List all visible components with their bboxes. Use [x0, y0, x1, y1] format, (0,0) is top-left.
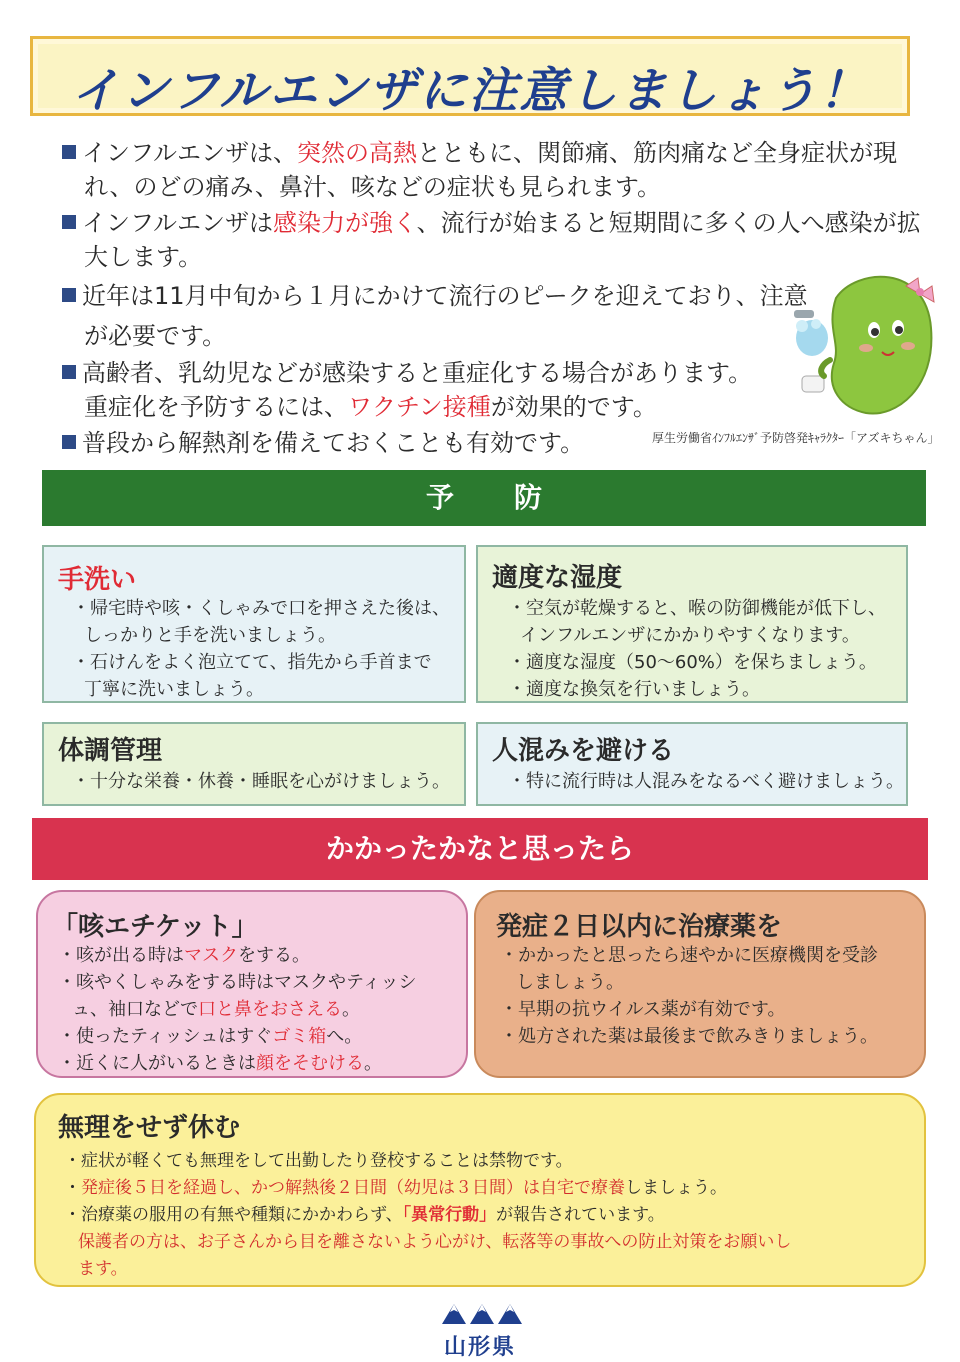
humidity-title: 適度な湿度 — [492, 563, 623, 593]
humidity-line: ・空気が乾燥すると、喉の防御機能が低下し、 — [508, 598, 886, 619]
intro-highlight: ワクチン接種 — [348, 393, 491, 421]
intro-text: 重症化を予防するには、 — [84, 393, 348, 421]
cough-text: をする。 — [238, 945, 310, 966]
cough-line — [58, 942, 310, 970]
cough-text: ・咳が出る時は — [58, 945, 184, 966]
rest-highlight: 「異常行動」 — [402, 1205, 497, 1225]
medicine-box — [474, 890, 926, 1078]
page-title: インフルエンザに注意しましょう！ — [70, 63, 870, 119]
humidity-box — [476, 545, 908, 703]
rest-text: ・治療薬の服用の有無や種類にかかわらず、 — [64, 1205, 403, 1225]
cough-line: ・咳やくしゃみをする時はマスクやティッシ — [58, 972, 417, 993]
bullet-square-icon — [62, 435, 76, 449]
intro-text: 普段から解熱剤を備えておくことも有効です。 — [82, 429, 585, 457]
cough-etiquette-box — [36, 890, 468, 1078]
crowd-title: 人混みを避ける — [492, 736, 675, 766]
cough-line — [58, 1050, 382, 1078]
intro-item-4 — [62, 356, 752, 424]
cough-text: 。 — [342, 999, 360, 1020]
section-bar-if-sick: かかったかなと思ったら — [32, 818, 928, 880]
rest-highlight: 発症後５日を経過し、かつ解熱後２日間（幼児は３日間）は自宅で療養 — [81, 1178, 625, 1198]
cough-highlight: 口と鼻をおさえる — [198, 999, 342, 1020]
intro-item-3 — [62, 276, 808, 356]
cough-highlight: マスク — [184, 945, 238, 966]
humidity-line: ・適度な換気を行いましょう。 — [508, 679, 760, 700]
intro-text: 大します。 — [84, 243, 203, 271]
rest-line: ・発症後５日を経過し、かつ解熱後２日間（幼児は３日間）は自宅で療養しましょう。 — [64, 1178, 727, 1198]
azuki-character-illustration — [786, 268, 946, 428]
cough-line — [58, 1023, 362, 1051]
medicine-title: 発症２日以内に治療薬を — [496, 912, 783, 942]
intro-text: 近年は11月中旬から１月にかけて流行のピークを迎えており、注意 — [82, 282, 808, 310]
rest-line: 保護者の方は、お子さんから目を離さないよう心がけ、転落等の事故への防止対策をお願いし — [78, 1232, 792, 1252]
cough-text: 。 — [364, 1053, 382, 1074]
intro-text: が効果的です。 — [490, 393, 657, 421]
prefecture-name: 山形県 — [443, 1335, 516, 1360]
handwash-box — [42, 545, 466, 703]
rest-box — [34, 1093, 926, 1287]
handwash-line: 丁寧に洗いましょう。 — [84, 679, 264, 700]
intro-highlight: 感染力が強く — [273, 209, 417, 237]
rest-line: ます。 — [78, 1259, 128, 1279]
cough-text: へ。 — [326, 1026, 363, 1047]
intro-text: 高齢者、乳幼児などが感染すると重症化する場合があります。 — [82, 359, 753, 387]
cough-text: ・使ったティッシュはすぐ — [58, 1026, 273, 1047]
rest-line: ・症状が軽くても無理をして出勤したり登校することは禁物です。 — [64, 1151, 573, 1171]
crowd-line: ・特に流行時は人混みをなるべく避けましょう。 — [508, 771, 904, 792]
cough-highlight: ゴミ箱 — [272, 1026, 327, 1047]
cough-highlight: 顔をそむける — [256, 1053, 364, 1074]
medicine-line: ・早期の抗ウイルス薬が有効です。 — [500, 999, 786, 1020]
character-caption: 厚生労働省ｲﾝﾌﾙｴﾝｻﾞ予防啓発ｷｬﾗｸﾀｰ「アズキちゃん」 — [652, 431, 940, 445]
intro-text: 、流行が始まると短期間に多くの人へ感染が拡 — [416, 209, 921, 237]
title-banner — [30, 36, 910, 119]
intro-text: インフルエンザは — [82, 209, 274, 237]
intro-item-2 — [62, 206, 921, 274]
intro-text: れ、のどの痛み、鼻汁、咳などの症状も見られます。 — [84, 173, 661, 201]
handwash-line: ・帰宅時や咳・くしゃみで口を押さえた後は、 — [72, 598, 450, 619]
handwash-line: ・石けんをよく泡立てて、指先から手首まで — [72, 652, 432, 673]
medicine-line: ・処方された薬は最後まで飲みきりましょう。 — [500, 1026, 878, 1047]
bullet-square-icon — [62, 288, 76, 302]
rest-text: しましょう。 — [625, 1178, 727, 1198]
intro-text: とともに、関節痛、筋肉痛など全身症状が現 — [417, 139, 898, 167]
bullet-square-icon — [62, 215, 76, 229]
humidity-line: インフルエンザにかかりやすくなります。 — [520, 625, 860, 646]
cough-text: ・近くに人がいるときは — [58, 1053, 256, 1074]
cough-title: 「咳エチケット」 — [52, 912, 258, 942]
medicine-line: ・かかったと思ったら速やかに医療機関を受診 — [500, 945, 878, 966]
intro-item-5 — [62, 426, 584, 460]
cough-line — [72, 996, 360, 1024]
bullet-square-icon — [62, 365, 76, 379]
health-box — [42, 722, 466, 806]
intro-highlight: 突然の高熱 — [297, 139, 418, 167]
cough-text: ュ、袖口などで — [72, 999, 198, 1020]
bullet-square-icon — [62, 145, 76, 159]
health-line: ・十分な栄養・休養・睡眠を心がけましょう。 — [72, 771, 450, 792]
medicine-line: しましょう。 — [516, 972, 624, 993]
section-bar-prevention: 予防 — [42, 470, 926, 526]
intro-text: が必要です。 — [84, 322, 227, 350]
handwash-line: しっかりと手を洗いましょう。 — [84, 625, 336, 646]
rest-title: 無理をせず休む — [58, 1113, 241, 1143]
handwash-title: 手洗い — [58, 565, 137, 595]
intro-item-1 — [62, 136, 897, 204]
intro-text: インフルエンザは、 — [82, 139, 298, 167]
crowd-box — [476, 722, 908, 806]
rest-line — [64, 1201, 665, 1229]
mountain-logo-icon — [440, 1300, 524, 1326]
rest-text: が報告されています。 — [496, 1205, 665, 1225]
humidity-line: ・適度な湿度（50～60%）を保ちましょう。 — [508, 652, 877, 673]
health-title: 体調管理 — [58, 736, 163, 766]
